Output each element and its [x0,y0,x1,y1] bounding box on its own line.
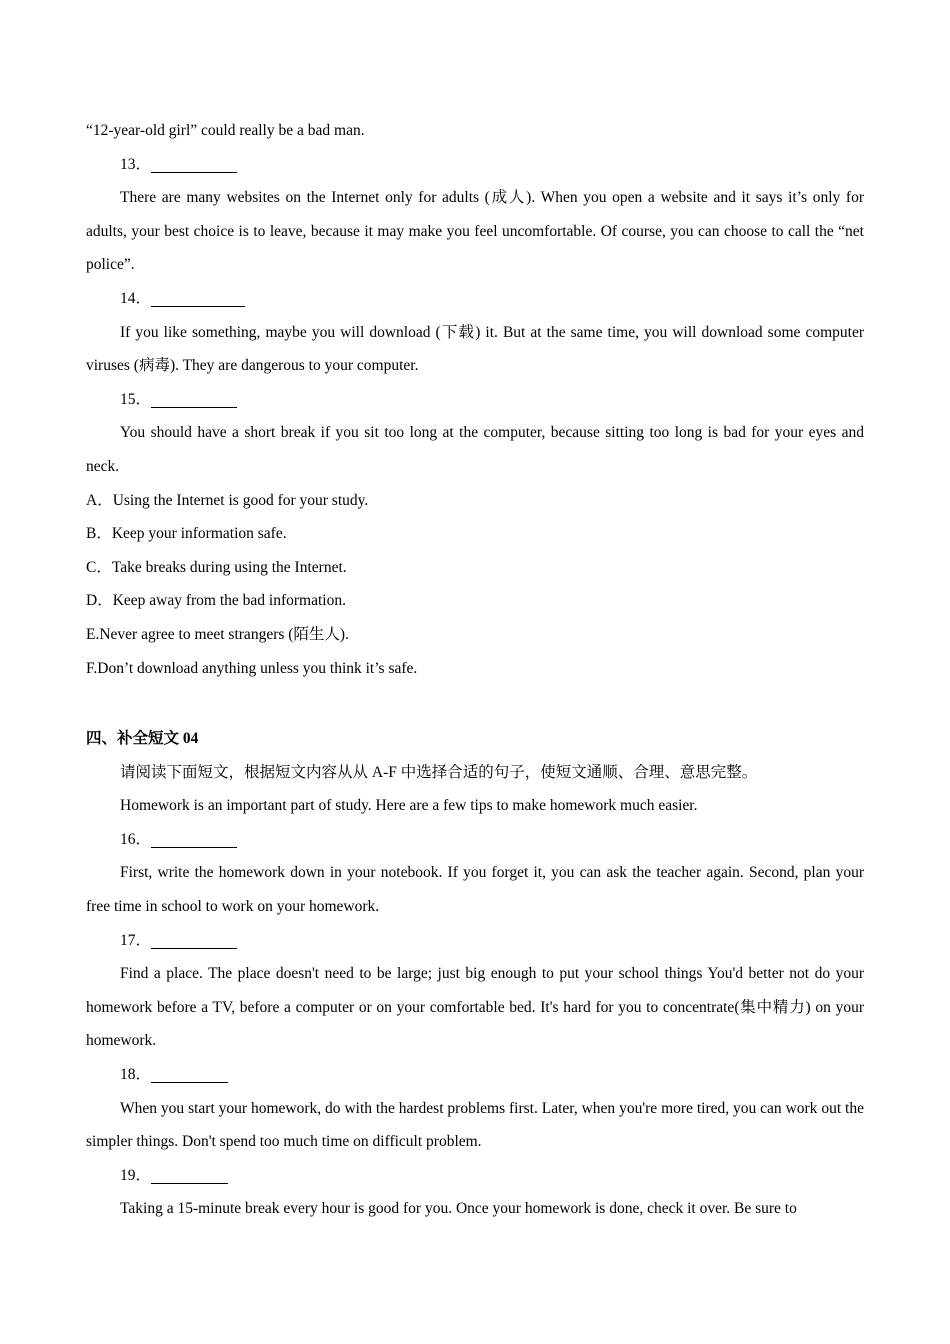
answer-blank-17[interactable] [151,928,237,949]
answer-blank-16[interactable] [151,827,237,848]
answer-blank-13[interactable] [151,152,237,173]
paragraph-19: Taking a 15-minute break every hour is good for you. Once your homework is done, check it over. Be sure to [120,1200,797,1218]
section-title: 四、补全短文 04 [86,730,199,748]
answer-blank-19[interactable] [151,1163,228,1184]
paragraph-16: First, write the homework down in your notebook. If you forget it, you can ask the teacher again. Second, plan your free time in school to work on your homework. [86,864,864,916]
question-number: 19． [120,1166,152,1184]
question-16 [86,823,864,857]
question-17 [86,924,864,958]
question-number: 15． [120,390,152,408]
answer-blank-18[interactable] [151,1062,228,1083]
paragraph-15: You should have a short break if you sit too long at the computer, because sitting too long is bad for your eyes and neck. [86,424,864,475]
passage-intro: Homework is an important part of study. Here are a few tips to make homework much easier. [120,797,698,815]
question-14 [86,282,864,316]
answer-blank-14[interactable] [151,286,245,307]
question-19 [86,1159,864,1193]
continued-sentence: “12-year-old girl” could really be a bad man. [86,122,365,139]
question-number: 17． [120,931,152,949]
option-d: D．Keep away from the bad information. [86,592,346,610]
option-c: C．Take breaks during using the Internet. [86,558,347,576]
document-page [86,114,864,1226]
option-f: F.Don’t download anything unless you think it’s safe. [86,659,418,677]
paragraph-14: If you like something, maybe you will download (下载) it. But at the same time, you will download some computer viruses (病毒). They are dangerous to your computer. [86,323,864,375]
question-13 [86,148,864,182]
answer-blank-15[interactable] [151,387,237,408]
question-18 [86,1058,864,1092]
section-spacer [86,685,864,722]
option-b: B．Keep your information safe. [86,525,287,543]
question-15 [86,383,864,417]
question-number: 14． [120,289,152,307]
option-a: A．Using the Internet is good for your study. [86,491,369,509]
paragraph-13: There are many websites on the Internet only for adults (成人). When you open a website and it says it’s only for adults, your best choice is to leave, because it may make you feel uncomfortable. Of course, you can choose to call the “net police”. [86,189,864,274]
question-number: 13． [120,155,152,173]
paragraph-17: Find a place. The place doesn't need to be large; just big enough to put your school things You'd better not do your homework before a TV, before a computer or on your comfortable bed. It's hard for you to concentrate(集中精力) on your homework. [86,965,864,1050]
question-number: 16． [120,830,152,848]
question-number: 18． [120,1066,152,1084]
section-instruction: 请阅读下面短文，根据短文内容从从 A-F 中选择合适的句子，使短文通顺、合理、意思完整。 [120,763,758,781]
paragraph-18: When you start your homework, do with the hardest problems first. Later, when you're more tired, you can work out the simpler things. Don't spend too much time on difficult problem. [86,1099,864,1151]
option-e: E.Never agree to meet strangers (陌生人). [86,625,349,643]
